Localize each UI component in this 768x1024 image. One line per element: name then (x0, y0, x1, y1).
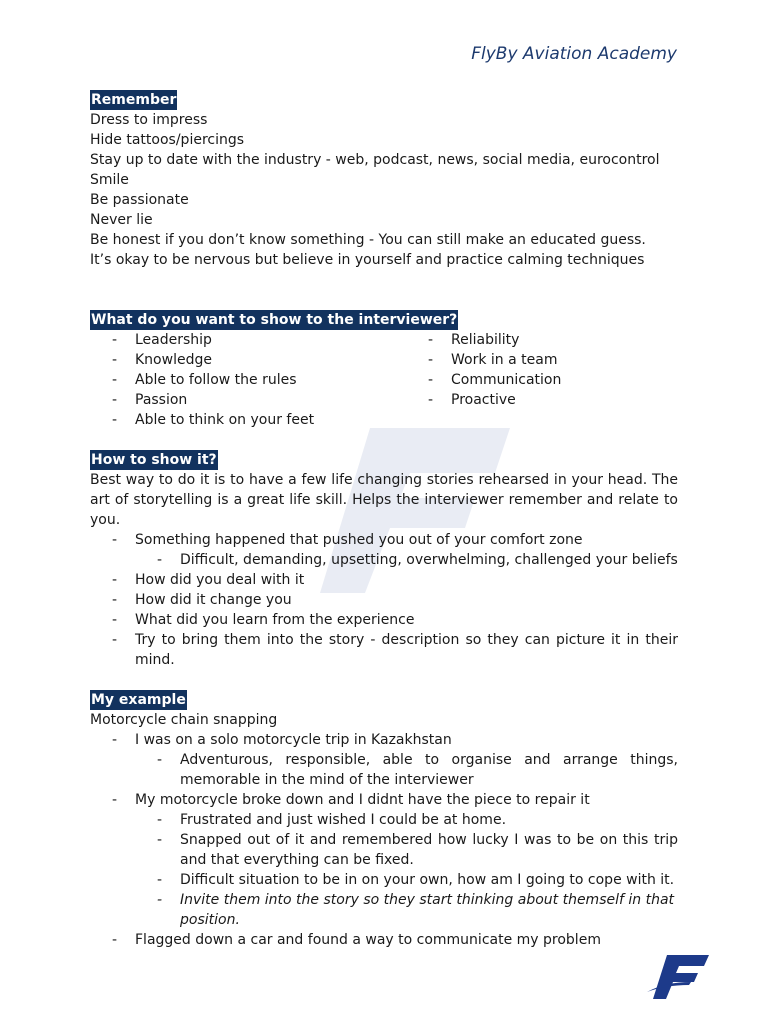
example-list-2 (90, 790, 678, 810)
list-item: - I was on a solo motorcycle trip in Kazakhstan (90, 730, 678, 750)
remember-line: Be passionate (90, 192, 189, 208)
list-item: - What did you learn from the experience (90, 610, 678, 630)
list-item: - Snapped out of it and remembered how lucky I was to be on this trip and that everything can be fixed. (90, 830, 678, 870)
remember-line: Hide tattoos/piercings (90, 132, 245, 148)
example-list-3 (90, 930, 678, 950)
list-item: - Proactive (406, 390, 678, 410)
list-item: - Invite them into the story so they start thinking about themself in that position. (90, 890, 678, 930)
document-body (90, 90, 678, 950)
brand-title: FlyBy Aviation Academy (471, 44, 677, 64)
qualities-list-right (406, 330, 678, 410)
list-item: - Try to bring them into the story - description so they can picture it in their mind. (90, 630, 678, 670)
list-item: - Frustrated and just wished I could be at home. (90, 810, 678, 830)
remember-line: Never lie (90, 212, 153, 228)
section-heading-how: How to show it? (91, 452, 217, 468)
how-list (90, 530, 678, 550)
qualities-list-left (90, 330, 406, 430)
list-item: - Adventurous, responsible, able to organise and arrange things, memorable in the mind of the interviewer (90, 750, 678, 790)
example-intro: Motorcycle chain snapping (90, 712, 278, 728)
example-sublist-2 (90, 810, 678, 930)
list-item: - Flagged down a car and found a way to communicate my problem (90, 930, 678, 950)
how-sublist (90, 550, 678, 570)
flyby-logo-icon (645, 952, 711, 1002)
list-item: - Knowledge (90, 350, 406, 370)
example-sublist (90, 750, 678, 790)
list-item: - Work in a team (406, 350, 678, 370)
list-item: - How did you deal with it (90, 570, 678, 590)
list-item: - Reliability (406, 330, 678, 350)
list-item: - Leadership (90, 330, 406, 350)
qualities-columns (90, 330, 678, 430)
remember-line: Be honest if you don’t know something - You can still make an educated guess. (90, 232, 646, 248)
list-item: - Difficult, demanding, upsetting, overwhelming, challenged your beliefs (90, 550, 678, 570)
list-item: - Something happened that pushed you out of your comfort zone (90, 530, 678, 550)
list-item: - Passion (90, 390, 406, 410)
remember-line: It’s okay to be nervous but believe in yourself and practice calming techniques (90, 252, 645, 268)
list-item: - Communication (406, 370, 678, 390)
section-heading-example: My example (91, 692, 186, 708)
remember-line: Stay up to date with the industry - web, podcast, news, social media, eurocontrol (90, 152, 660, 168)
remember-line: Smile (90, 172, 129, 188)
list-item: - My motorcycle broke down and I didnt have the piece to repair it (90, 790, 678, 810)
list-item: - Able to follow the rules (90, 370, 406, 390)
how-list-continued (90, 570, 678, 670)
how-intro: Best way to do it is to have a few life changing stories rehearsed in your head. The art of storytelling is a great life skill. Helps the interviewer remember and relate to you. (90, 472, 678, 528)
section-heading-remember: Remember (91, 92, 177, 108)
list-item: - Difficult situation to be in on your own, how am I going to cope with it. (90, 870, 678, 890)
list-item: - Able to think on your feet (90, 410, 406, 430)
remember-line: Dress to impress (90, 112, 208, 128)
section-heading-show: What do you want to show to the interviewer? (91, 312, 458, 328)
example-list (90, 730, 678, 750)
list-item: - How did it change you (90, 590, 678, 610)
